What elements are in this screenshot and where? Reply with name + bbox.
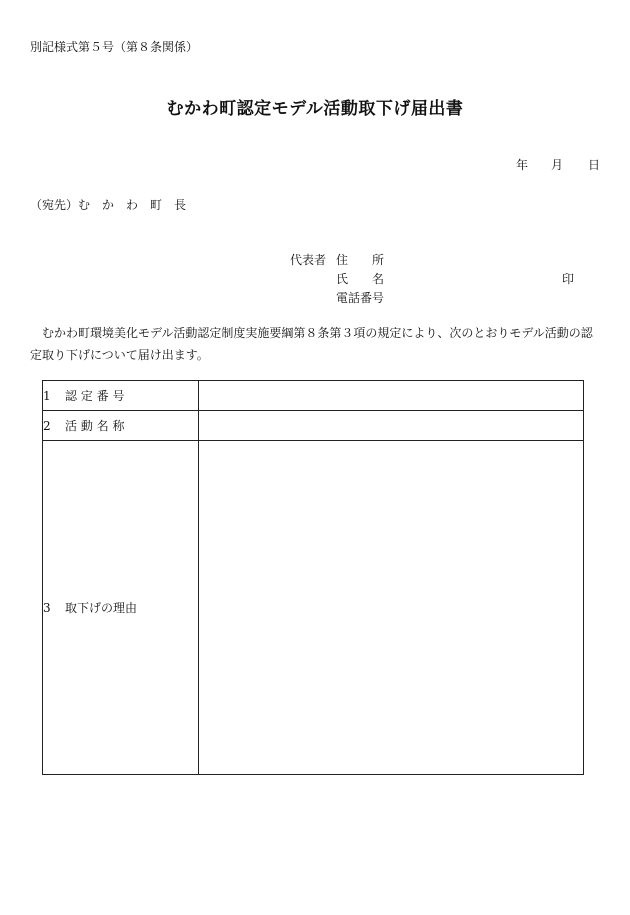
form-table	[42, 380, 584, 775]
row-number: 3	[43, 601, 51, 615]
row-label: 活 動 名 称	[65, 419, 125, 433]
row-label-cell	[43, 411, 199, 441]
form-reference: 別記様式第５号（第８条関係）	[30, 40, 199, 54]
page-title: むかわ町認定モデル活動取下げ届出書	[166, 99, 464, 119]
body-text: むかわ町環境美化モデル活動認定制度実施要綱第８条第３項の規定により、次のとおりモデル活動の認定取り下げについて届け出ます。	[30, 326, 593, 362]
table-row	[43, 441, 584, 775]
table-row	[43, 381, 584, 411]
addressee: （宛先）む か わ 町 長	[30, 198, 187, 212]
row-number: 1	[43, 389, 51, 403]
seal-mark: 印	[562, 272, 575, 286]
row-label-cell	[43, 381, 199, 411]
date-day-label: 日	[588, 158, 601, 172]
date-year-label: 年	[516, 158, 529, 172]
certification-number-field[interactable]	[199, 381, 584, 411]
activity-name-field[interactable]	[199, 411, 584, 441]
row-label-cell	[43, 441, 199, 775]
row-number: 2	[43, 419, 51, 433]
representative-role: 代表者	[290, 253, 327, 267]
withdrawal-reason-field[interactable]	[199, 441, 584, 775]
address-label: 住 所	[336, 253, 385, 267]
row-label: 認 定 番 号	[65, 389, 125, 403]
row-label: 取下げの理由	[65, 601, 138, 615]
table-row	[43, 411, 584, 441]
date-month-label: 月	[551, 158, 564, 172]
name-label: 氏 名	[336, 272, 385, 286]
phone-label: 電話番号	[336, 291, 385, 305]
